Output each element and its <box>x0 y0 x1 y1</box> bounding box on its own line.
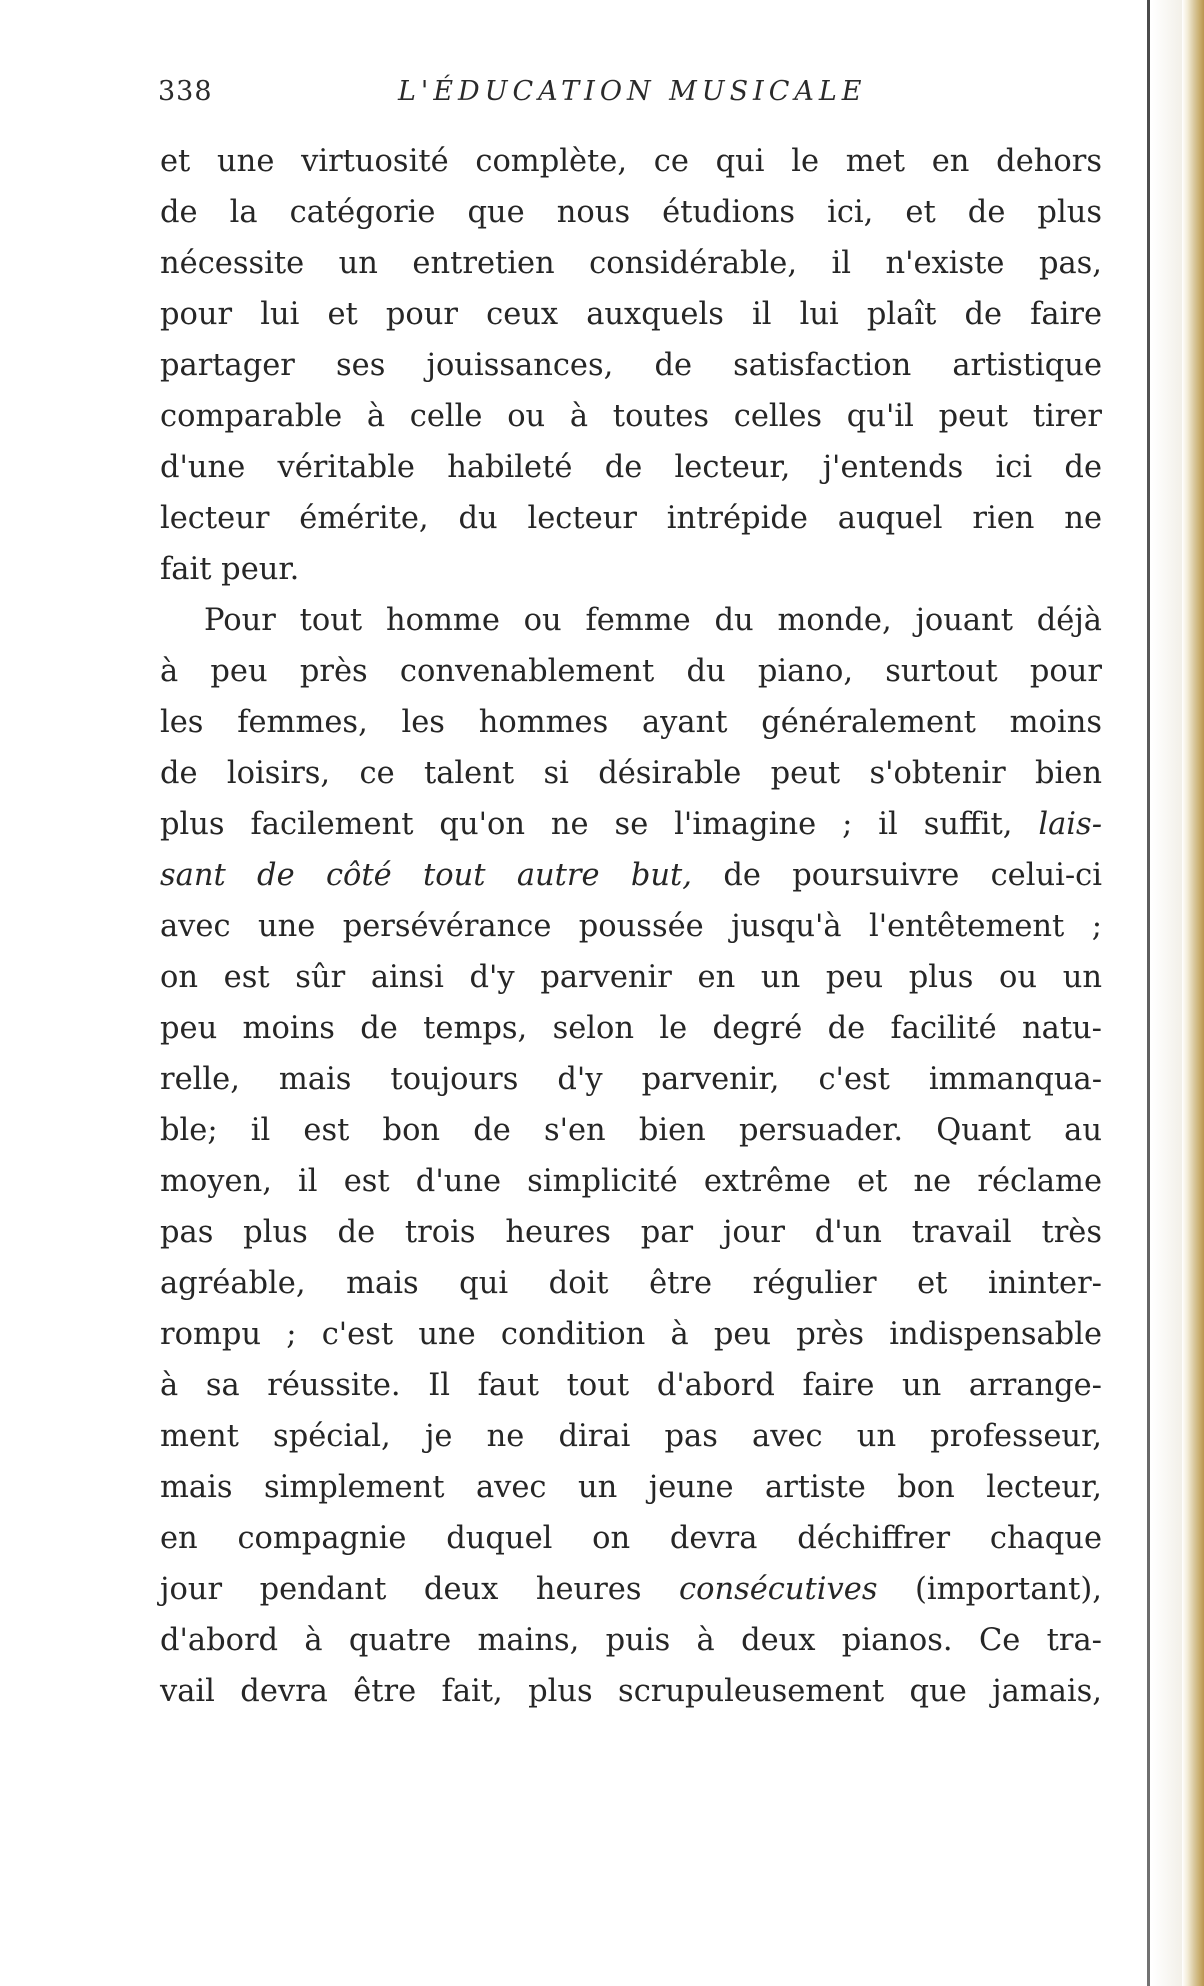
text-line: relle, mais toujours d'y parvenir, c'est immanqua- <box>160 1062 1102 1097</box>
text-line: à sa réussite. Il faut tout d'abord faire un arrange- <box>160 1368 1102 1403</box>
text-line: moyen, il est d'une simplicité extrême et ne réclame <box>160 1164 1102 1199</box>
text-line: les femmes, les hommes ayant généralement moins <box>160 705 1102 740</box>
text-line: vail devra être fait, plus scrupuleusement que jamais, <box>160 1674 1102 1709</box>
page-edge <box>1182 0 1204 1986</box>
text-line: lecteur émérite, du lecteur intrépide auquel rien ne <box>160 501 1102 536</box>
text-line: rompu ; c'est une condition à peu près indispensable <box>160 1317 1102 1352</box>
text-line: à peu près convenablement du piano, surtout pour <box>160 654 1102 689</box>
text-segment: (important), <box>915 1572 1102 1607</box>
text-line: ble; il est bon de s'en bien persuader. Quant au <box>160 1113 1102 1148</box>
italic-segment: consécutives <box>679 1572 878 1607</box>
body-text <box>160 136 1102 1717</box>
running-head <box>158 76 1102 116</box>
text-line: d'une véritable habileté de lecteur, j'entends ici de <box>160 450 1102 485</box>
running-title: L'ÉDUCATION MUSICALE <box>398 76 867 107</box>
text-line: pas plus de trois heures par jour d'un travail très <box>160 1215 1102 1250</box>
text-line: pour lui et pour ceux auxquels il lui plaît de faire <box>160 297 1102 332</box>
text-line: Pour tout homme ou femme du monde, jouant déjà <box>204 603 1102 638</box>
page-number: 338 <box>158 76 213 107</box>
text-segment: plus facilement qu'on ne se l'imagine ; il suffit, <box>160 807 1013 842</box>
text-line: on est sûr ainsi d'y parvenir en un peu plus ou un <box>160 960 1102 995</box>
page-edge-shadow <box>1152 0 1182 1986</box>
text-line: avec une persévérance poussée jusqu'à l'entêtement ; <box>160 909 1102 944</box>
text-line: mais simplement avec un jeune artiste bon lecteur, <box>160 1470 1102 1505</box>
italic-segment: lais- <box>1038 807 1102 842</box>
text-line: agréable, mais qui doit être régulier et ininter- <box>160 1266 1102 1301</box>
text-line: peu moins de temps, selon le degré de facilité natu- <box>160 1011 1102 1046</box>
text-segment: jour pendant deux heures <box>160 1572 642 1607</box>
text-segment: de poursuivre celui-ci <box>723 858 1103 893</box>
text-line <box>160 799 1102 850</box>
text-line: ment spécial, je ne dirai pas avec un professeur, <box>160 1419 1102 1454</box>
text-line <box>160 850 1102 901</box>
text-line: en compagnie duquel on devra déchiffrer chaque <box>160 1521 1102 1556</box>
text-line: partager ses jouissances, de satisfaction artistique <box>160 348 1102 383</box>
text-line: et une virtuosité complète, ce qui le met en dehors <box>160 144 1102 179</box>
text-line: fait peur. <box>160 552 300 587</box>
text-line: de la catégorie que nous étudions ici, et de plus <box>160 195 1102 230</box>
text-line <box>160 1564 1102 1615</box>
text-line: comparable à celle ou à toutes celles qu'il peut tirer <box>160 399 1102 434</box>
text-line: d'abord à quatre mains, puis à deux pianos. Ce tra- <box>160 1623 1102 1658</box>
binding-edge-line <box>1147 0 1150 1986</box>
text-line: nécessite un entretien considérable, il n'existe pas, <box>160 246 1102 281</box>
text-line: de loisirs, ce talent si désirable peut s'obtenir bien <box>160 756 1102 791</box>
italic-segment: sant de côté tout autre but, <box>160 858 693 893</box>
